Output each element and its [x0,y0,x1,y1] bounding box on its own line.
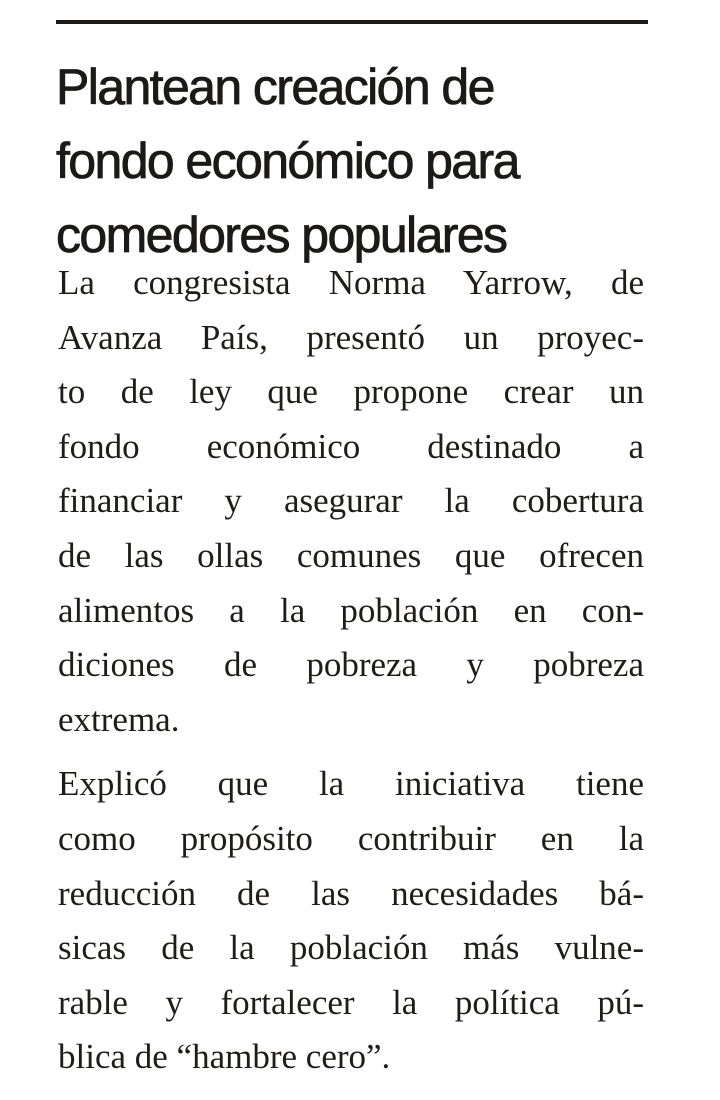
headline [56,50,656,272]
paragraph-1 [58,256,644,747]
text-line: blica de “hambre cero”. [58,1037,391,1077]
text-line: rable y fortalecer la política pú- [58,982,644,1022]
headline-line: Plantean creación de [56,59,494,115]
headline-line: comedores populares [56,207,507,263]
top-rule [56,20,648,24]
text-line: to de ley que propone crear un [58,372,644,412]
text-line: financiar y asegurar la cobertura [58,481,644,521]
text-line: diciones de pobreza y pobreza [58,645,644,685]
text-line: alimentos a la población en con- [58,590,644,630]
paragraph-2 [58,757,644,1085]
text-line: La congresista Norma Yarrow, de [58,263,644,302]
text-line: reducción de las necesidades bá- [58,873,644,913]
text-line: Explicó que la iniciativa tiene [58,764,644,804]
headline-line: fondo económico para [56,133,519,189]
text-line: sicas de la población más vulne- [58,928,644,968]
text-line: extrema. [58,699,180,739]
article-body [58,256,644,1085]
text-line: de las ollas comunes que ofrecen [58,535,644,575]
text-line: como propósito contribuir en la [58,818,644,858]
text-line: Avanza País, presentó un proyec- [58,317,644,357]
text-line: fondo económico destinado a [58,426,644,466]
